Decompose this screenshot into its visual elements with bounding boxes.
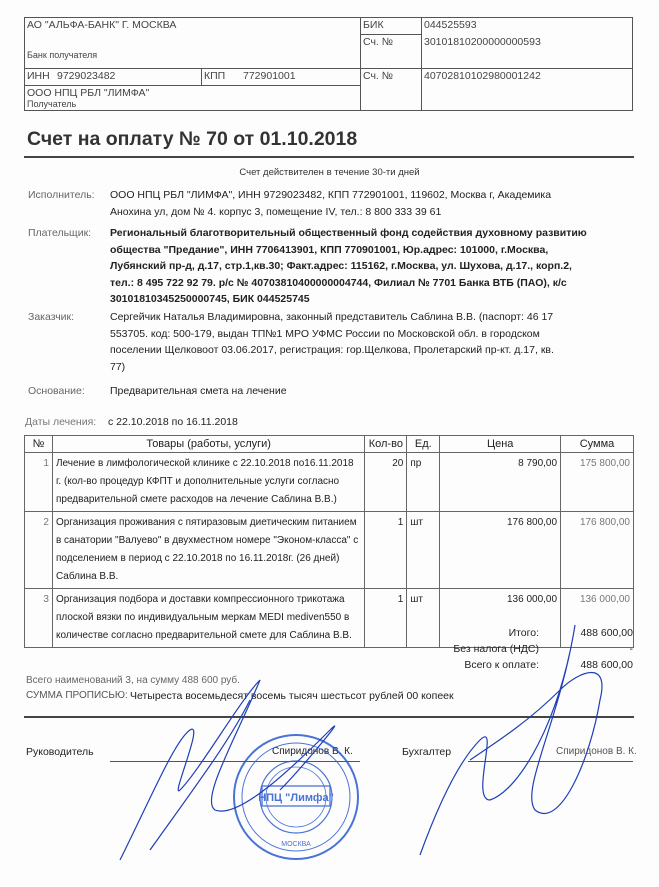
accountant-name: Спиридонов В. К. bbox=[556, 746, 637, 757]
bank-label: Банк получателя bbox=[27, 50, 98, 60]
col-header-number: № bbox=[25, 436, 53, 453]
inn-value: 9729023482 bbox=[57, 70, 116, 82]
col-header-qty: Кол-во bbox=[365, 436, 407, 453]
row-unit: шт bbox=[407, 589, 440, 648]
corr-account: 30101810200000000593 bbox=[424, 36, 541, 48]
party-label: Основание: bbox=[28, 385, 85, 397]
bik-value: 044525593 bbox=[424, 19, 477, 31]
row-sum: 176 800,00 bbox=[561, 512, 634, 589]
row-price: 136 000,00 bbox=[440, 589, 561, 648]
party-line: Анохина ул, дом № 4. корпус 3, помещение IV, тел.: 8 800 333 39 61 bbox=[110, 205, 442, 218]
vat-value: - bbox=[629, 643, 633, 655]
party-line: 30101810345250000745, БИК 044525745 bbox=[110, 293, 310, 306]
row-unit: шт bbox=[407, 512, 440, 589]
party-label: Плательщик: bbox=[28, 227, 92, 239]
party-label: Заказчик: bbox=[28, 311, 75, 323]
party-line: тел.: 8 495 722 92 79. р/с № 40703810400000004744, Филиал № 7701 Банка ВТБ (ПАО), к/с bbox=[110, 276, 567, 289]
due-value: 488 600,00 bbox=[580, 659, 633, 671]
row-qty: 1 bbox=[365, 512, 407, 589]
party-line: ООО НПЦ РБЛ "ЛИМФА", ИНН 9729023482, КПП 772901001, 119602, Москва г, Академика bbox=[110, 189, 552, 201]
inn-label: ИНН bbox=[27, 70, 50, 82]
account-label: Сч. № bbox=[363, 70, 394, 82]
accountant-label: Бухгалтер bbox=[402, 746, 452, 758]
party-line: Предварительная смета на лечение bbox=[110, 385, 287, 397]
party-line: 553705. код: 500-179, выдан ТП№1 МРО УФМС России по Московской обл. в городском bbox=[110, 327, 540, 340]
row-qty: 20 bbox=[365, 453, 407, 512]
row-price: 176 800,00 bbox=[440, 512, 561, 589]
amount-words-label: СУММА ПРОПИСЬЮ: bbox=[26, 690, 128, 701]
party-line: Лубянский пр-д, д.17, стр.1,кв.30; Факт.адрес: 115162, г.Москва, ул. Шухова, д.17., корп.2, bbox=[110, 260, 572, 273]
bank-name: АО "АЛЬФА-БАНК" Г. МОСКВА bbox=[27, 19, 177, 31]
row-number: 1 bbox=[25, 453, 53, 512]
stamp-center-text: НПЦ "Лимфа" bbox=[258, 792, 334, 804]
col-header-sum: Сумма bbox=[561, 436, 634, 453]
total-value: 488 600,00 bbox=[580, 627, 633, 639]
col-header-price: Цена bbox=[440, 436, 561, 453]
row-unit: пр bbox=[407, 453, 440, 512]
director-name: Спиридонов В. К. bbox=[272, 746, 353, 757]
party-line: Сергейчик Наталья Владимировна, законный представитель Саблина В.В. (паспорт: 46 17 bbox=[110, 311, 554, 323]
bik-label: БИК bbox=[363, 19, 384, 31]
director-label: Руководитель bbox=[26, 746, 94, 758]
party-line: 77) bbox=[110, 360, 126, 373]
row-description: Лечение в лимфологической клинике с 22.10.2018 по16.11.2018 г. (кол-во процедур КФПТ и дополнительные услуги согласно предварительной смете расходов на лечение Саблина В.В.) bbox=[52, 453, 364, 512]
total-label: Итого: bbox=[508, 627, 539, 639]
corr-label: Сч. № bbox=[363, 36, 394, 48]
account-value: 40702810102980001242 bbox=[424, 70, 541, 82]
col-header-goods: Товары (работы, услуги) bbox=[52, 436, 364, 453]
amount-words: Четыреста восемьдесят восемь тысяч шестьсот рублей 00 копеек bbox=[130, 690, 454, 702]
vat-label: Без налога (НДС) bbox=[453, 643, 539, 655]
row-price: 8 790,00 bbox=[440, 453, 561, 512]
row-number: 3 bbox=[25, 589, 53, 648]
col-header-unit: Ед. bbox=[407, 436, 440, 453]
party-line: общества "Предание", ИНН 7706413901, КПП 770901001, Юр.адрес: 101000, г.Москва, bbox=[110, 243, 549, 256]
kpp-label: КПП bbox=[204, 70, 226, 82]
recipient-name: ООО НПЦ РБЛ "ЛИМФА" bbox=[27, 87, 150, 99]
party-line: поселении Щелковоот 03.06.2017, регистрация: гор.Щелкова, Пролетарский пр-кт. д.17, кв. bbox=[110, 344, 554, 357]
items-summary: Всего наименований 3, на сумму 488 600 руб. bbox=[26, 675, 240, 686]
due-label: Всего к оплате: bbox=[464, 659, 539, 671]
row-number: 2 bbox=[25, 512, 53, 589]
page-title: Счет на оплату № 70 от 01.10.2018 bbox=[27, 128, 358, 150]
validity-note: Счет действителен в течение 30-ти дней bbox=[239, 167, 420, 178]
treatment-dates-label: Даты лечения: bbox=[25, 416, 97, 428]
recipient-label: Получатель bbox=[27, 99, 77, 109]
row-description: Организация подбора и доставки компрессионного трикотажа плоской вязки по индивидуальным меркам MEDI mediven550 в количестве согласно предварительной смете для Саблина В.В. bbox=[52, 589, 364, 648]
party-line: Региональный благотворительный общественный фонд содействия духовному развитию bbox=[110, 227, 587, 239]
row-qty: 1 bbox=[365, 589, 407, 648]
row-description: Организация проживания с пятиразовым диетическим питанием в санатории "Валуево" в двухместном номере "Эконом-класса" с подселением в период с 22.10.2018 по 16.11.2018г. (26 дней) Саблина В.В. bbox=[52, 512, 364, 589]
stamp-city-text: МОСКВА bbox=[281, 841, 311, 848]
company-stamp bbox=[234, 735, 358, 859]
treatment-dates: с 22.10.2018 по 16.11.2018 bbox=[108, 416, 238, 428]
row-sum: 136 000,00 bbox=[561, 589, 634, 648]
row-sum: 175 800,00 bbox=[561, 453, 634, 512]
signature-accountant bbox=[420, 625, 602, 855]
kpp-value: 772901001 bbox=[243, 70, 296, 82]
party-label: Исполнитель: bbox=[28, 189, 95, 201]
